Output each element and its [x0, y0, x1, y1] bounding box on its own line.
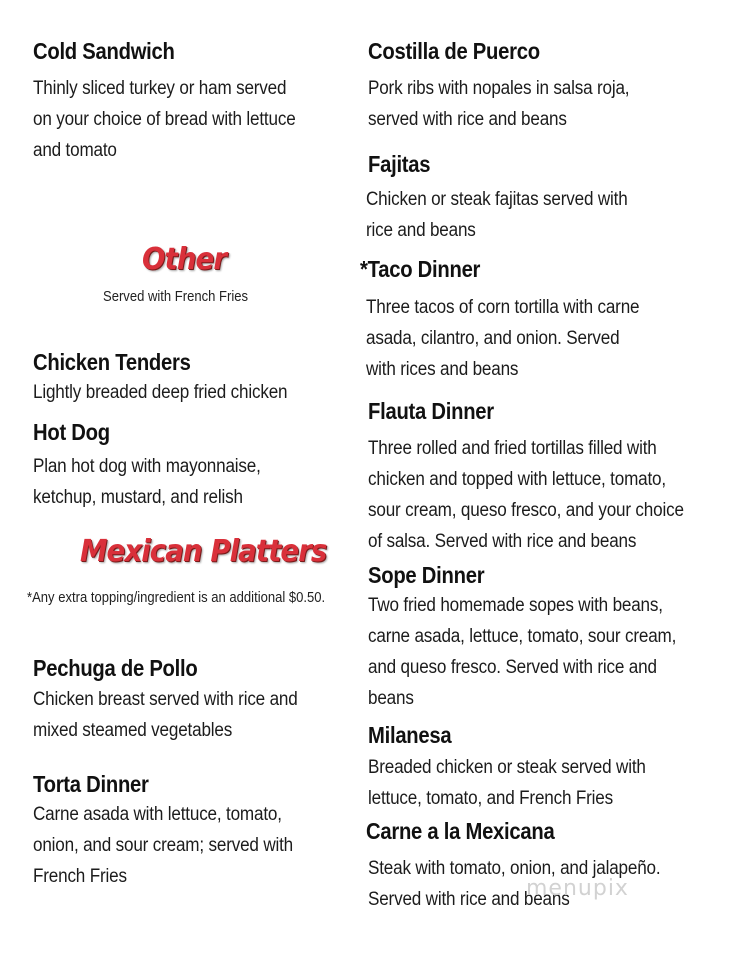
flauta-dinner-description	[368, 433, 684, 557]
description-line: beans	[368, 688, 414, 709]
description-line: rice and beans	[366, 220, 476, 241]
cold-sandwich-title: Cold Sandwich	[33, 38, 175, 64]
taco-dinner-description	[366, 292, 639, 385]
taco-dinner-title: *Taco Dinner	[360, 256, 481, 282]
description-line: Plan hot dog with mayonnaise,	[33, 456, 261, 477]
description-line: ketchup, mustard, and relish	[33, 487, 243, 508]
hot-dog-description	[33, 451, 261, 513]
description-line: on your choice of bread with lettuce	[33, 109, 296, 130]
description-line: Chicken or steak fajitas served with	[366, 189, 628, 210]
sope-dinner-title: Sope Dinner	[368, 562, 485, 588]
description-line: Breaded chicken or steak served with	[368, 757, 646, 778]
description-line: Two fried homemade sopes with beans,	[368, 595, 663, 616]
description-line: lettuce, tomato, and French Fries	[368, 788, 613, 809]
description-line: sour cream, queso fresco, and your choice	[368, 500, 684, 521]
description-line: Thinly sliced turkey or ham served	[33, 78, 287, 99]
description-line: Pork ribs with nopales in salsa roja,	[368, 78, 630, 99]
description-line: French Fries	[33, 866, 127, 887]
description-line: Steak with tomato, onion, and jalapeño.	[368, 858, 661, 879]
description-line: served with rice and beans	[368, 109, 567, 130]
section-note-mexican-platters: *Any extra topping/ingredient is an additional $0.50.	[27, 590, 326, 606]
fajitas-description	[366, 184, 628, 246]
costilla-de-puerco-title: Costilla de Puerco	[368, 38, 540, 64]
description-line: onion, and sour cream; served with	[33, 835, 294, 856]
description-line: and queso fresco. Served with rice and	[368, 657, 657, 678]
description-line: Chicken breast served with rice and	[33, 689, 298, 710]
flauta-dinner-title: Flauta Dinner	[368, 398, 494, 424]
description-line: Served with rice and beans	[368, 889, 570, 910]
chicken-tenders-title: Chicken Tenders	[33, 349, 191, 375]
hot-dog-title: Hot Dog	[33, 419, 110, 445]
section-heading-mexican-platters: Mexican Platters	[80, 534, 327, 569]
description-line: mixed steamed vegetables	[33, 720, 233, 741]
description-line: asada, cilantro, and onion. Served	[366, 328, 620, 349]
description-line: with rices and beans	[366, 359, 519, 380]
costilla-de-puerco-description	[368, 73, 629, 135]
description-line: Three rolled and fried tortillas filled with	[368, 438, 657, 459]
pechuga-de-pollo-title: Pechuga de Pollo	[33, 655, 198, 681]
section-note-other: Served with French Fries	[103, 289, 249, 305]
description-line: of salsa. Served with rice and beans	[368, 531, 637, 552]
milanesa-title: Milanesa	[368, 722, 452, 748]
torta-dinner-title: Torta Dinner	[33, 771, 149, 797]
description-line: carne asada, lettuce, tomato, sour cream,	[368, 626, 677, 647]
cold-sandwich-description	[33, 73, 296, 166]
description-line: Lightly breaded deep fried chicken	[33, 382, 288, 403]
fajitas-title: Fajitas	[368, 151, 431, 177]
carne-a-la-mexicana-title: Carne a la Mexicana	[366, 818, 555, 844]
description-line: and tomato	[33, 140, 117, 161]
pechuga-de-pollo-description	[33, 684, 298, 746]
description-line: Carne asada with lettuce, tomato,	[33, 804, 282, 825]
description-line: chicken and topped with lettuce, tomato,	[368, 469, 666, 490]
description-line: Three tacos of corn tortilla with carne	[366, 297, 640, 318]
chicken-tenders-description	[33, 377, 287, 408]
watermark-logo: menupix	[526, 876, 629, 901]
sope-dinner-description	[368, 590, 676, 714]
section-heading-other: Other	[142, 242, 227, 277]
torta-dinner-description	[33, 799, 293, 892]
milanesa-description	[368, 752, 646, 814]
